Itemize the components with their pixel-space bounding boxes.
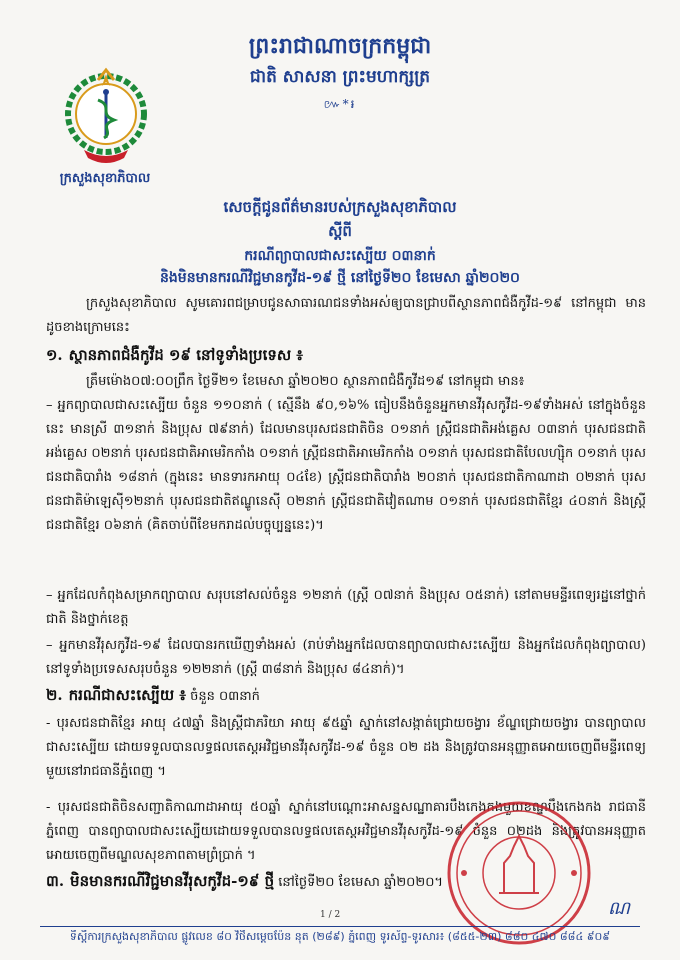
section2-case1: - បុរសជនជាតិខ្មែរ អាយុ ៤៧ឆ្នាំ និងស្រ្តីជាភរិយា អាយុ ៩៥ឆ្នាំ ស្នាក់នៅសង្កាត់ជ្រោយចង្វារ ខ័ណ្ឌជ្រោយចង្វារ បានព្យាបាលជាសះស្បើយ ដោយទទួលបានលទ្ធផលតេស្តអវិជ្ជមានវីរុសកូវីដ-១៩ ចំនួន ០២ ដង និងត្រូវបានអនុញ្ញាតអោយចេញពីមន្ទីរពេទ្យមួយនៅរាជធានីភ្នំពេញ ។ xyxy=(46,716,646,779)
section1-number: ១. xyxy=(46,346,63,364)
signature: ណ xyxy=(608,898,630,919)
footer-divider xyxy=(40,926,640,927)
section1-treating: – អ្នកដែលកំពុងសម្រាកព្យាបាល សរុបនៅសល់ចំនួន ១២នាក់ (ស្រ្តី ០៧នាក់ និងប្រុស ០៥នាក់) នៅតាមមន្ទីរពេទ្យរដ្ឋនៅថ្នាក់ជាតិ និងថ្នាក់ខេត្ត xyxy=(46,588,646,627)
section3-heading xyxy=(46,872,443,894)
page-number: 1 / 2 xyxy=(320,910,341,920)
ministry-label: ក្រសួងសុខាភិបាល xyxy=(59,171,151,186)
announcement-subject-no-new-cases: និងមិនមានករណីវិជ្ជមានកូវីដ-១៩ ថ្មី នៅថ្ងៃទី២០ ខែមេសា ឆ្នាំ២០២០ xyxy=(160,270,520,286)
announcement-subject-recovered: ករណីព្យាបាលជាសះស្បើយ ០៣នាក់ xyxy=(244,248,436,264)
kingdom-heading: ព្រះរាជាណាចក្រកម្ពុជា xyxy=(248,34,432,59)
section1-time: ត្រឹមម៉ោង០៧:០០ព្រឹក ថ្ងៃទី២១ ខែមេសា ឆ្នាំ២០២០ ស្ថានភាពជំងឺកូវីដ១៩ នៅកម្ពុជា មាន៖ xyxy=(86,374,525,389)
nation-motto: ជាតិ សាសនា ព្រះមហាក្សត្រ xyxy=(249,67,431,87)
section1-heading xyxy=(46,346,303,368)
announcement-subject-label: ស្តីពី xyxy=(328,222,352,240)
section2-number: ២. xyxy=(46,686,63,704)
section2-count: ចំនួន ០៣នាក់ xyxy=(185,689,260,704)
announcement-title: សេចក្តីជូនព័ត៌មានរបស់ក្រសួងសុខាភិបាល xyxy=(223,198,457,216)
section3-date: នៅថ្ងៃទី២០ ខែមេសា ឆ្នាំ២០២០។ xyxy=(274,875,443,890)
section1-total: – អ្នកមានវីរុសកូវីដ-១៩ ដែលបានរកឃើញទាំងអស់ (រាប់ទាំងអ្នកដែលបានព្យាបាលជាសះស្បើយ និងអ្នកដែលកំពុងព្យាបាល) នៅទូទាំងប្រទេសសរុបចំនួន ១២២នាក់ (ស្រ្តី ៣៨នាក់ និងប្រុស ៨៤នាក់)។ xyxy=(46,638,646,677)
section1-title: ស្ថានភាពជំងឺកូវីដ ១៩ នៅទូទាំងប្រទេស ៖ xyxy=(68,346,303,364)
footer-address: ទីស្តីការក្រសួងសុខាភិបាល ផ្លូវលេខ ៨០ វិថីសម្ដេចប៉ែន នុត (២៨៩) ភ្នំពេញ ទូរស័ព្ទ-ទូរសារ៖ (៨៥៥-២៣) ៨៨០ ៤៧០ ៨៨៤ ៩០៩ xyxy=(69,930,611,943)
ornament-divider: ៚*៛ xyxy=(323,97,357,111)
intro-paragraph: ក្រសួងសុខាភិបាល សូមគោរពជម្រាបជូនសាធារណជនទាំងអស់ឲ្យបានជ្រាបពីស្ថានភាពជំងឺកូវីដ-១៩ នៅកម្ពុជា មានដូចខាងក្រោមនេះ xyxy=(46,296,646,335)
ministry-logo xyxy=(58,62,154,172)
section2-title: ករណីជាសះស្បើយ ៖ xyxy=(68,686,186,704)
section2-heading xyxy=(46,686,260,708)
section1-recovered: – អ្នកព្យាបាលជាសះស្បើយ ចំនួន ១១០នាក់ ( ស្មើនឹង ៩០,១៦% ធៀបនឹងចំនួនអ្នកមានវីរុសកូវីដ-១៩ទាំងអស់ នៅក្នុងចំនួននេះ មានស្រី ៣១នាក់ និងប្រុស ៧៩នាក់) ដែលមានបុរសជនជាតិចិន ០១នាក់ ស្រ្តីជនជាតិអង់គ្លេស ០៣នាក់ បុរសជនជាតិអង់គ្លេស ០២នាក់ បុរសជនជាតិអាមេរិកកាំង ០១នាក់ ស្រ្តីជនជាតិអាមេរិកកាំង ០១នាក់ បុរសជនជាតិបែលហ្ស៊ិក ០១នាក់ បុរសជនជាតិបារាំង ១៨នាក់ (ក្នុងនេះ មានទារកអាយុ ០៤ខែ) ស្រ្តីជនជាតិបារាំង ២០នាក់ បុរសជនជាតិកាណាដា ០២នាក់ បុរសជនជាតិម៉ាឡេស៊ី១២នាក់ បុរសជនជាតិឥណ្ឌូនេស៊ី ០២នាក់ ស្រ្តីជនជាតិវៀតណាម ០១នាក់ បុរសជនជាតិខ្មែរ ៤០នាក់ និងស្រ្តីជនជាតិខ្មែរ ០៦នាក់ (គិតចាប់ពីខែមករាដល់បច្ចុប្បន្ននេះ)។ xyxy=(46,398,646,533)
section2-case2: - បុរសជនជាតិចិនសញ្ជាតិកាណាដាអាយុ ៥០ឆ្នាំ ស្នាក់នៅបណ្ដោះអាសន្នសណ្ឋាគារបឹងកេងកងមួយខណ្ឌបឹងកេងកង រាជធានីភ្នំពេញ បានព្យាបាលជាសះស្បើយដោយទទួលបានលទ្ធផលតេស្តអវិជ្ជមានវីរុសកូវីដ-១៩ ចំនួន ០២ដង និងត្រូវបានអនុញ្ញាតអោយចេញពីមណ្ឌលសុខភាពតាមព្រំប្រាក់ ។ xyxy=(46,800,646,863)
section3-title: មិនមានករណីវិជ្ជមានវីរុសកូវីដ-១៩ ថ្មី xyxy=(70,872,275,890)
section3-number: ៣. xyxy=(46,872,65,890)
